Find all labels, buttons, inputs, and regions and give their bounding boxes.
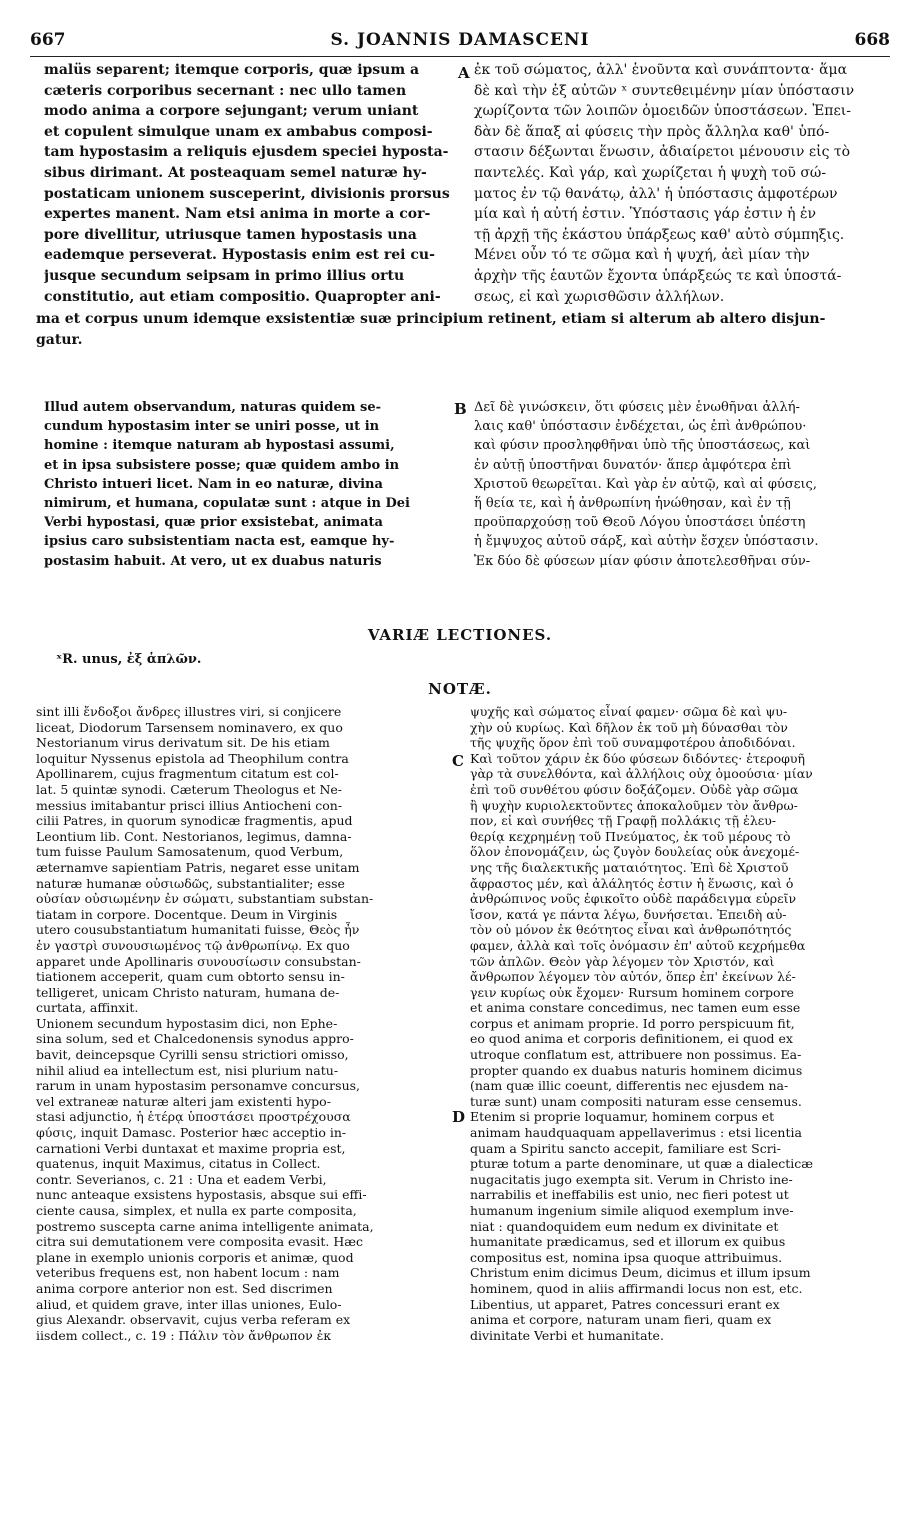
upper-fullwidth-text (36, 309, 886, 350)
note-line: aliud, et quidem grave, inter illas uniones, Eulo- (36, 1296, 342, 1312)
note-line: τὸν οὐ μόνον ἐκ θεότητος εἶναι καὶ ἀνθρωπότητός (470, 922, 792, 938)
text-line: Ἐκ δύο δὲ φύσεων μίαν φύσιν ἀποτελεσθῆναι σύν- (474, 553, 811, 569)
note-line: carnationi Verbi duntaxat et maxime propria est, (36, 1140, 346, 1156)
text-line: sibus dirimant. At posteaquam semel naturæ hy- (44, 164, 427, 181)
note-line: tiationem acceperit, quam cum obtorto sensu in- (36, 969, 345, 985)
note-line: τῶν ἁπλῶν. Θεὸν γὰρ λέγομεν τὸν Χριστόν, καὶ (470, 953, 775, 969)
note-line: ἀνθρώπινος νοῦς ἐφικοῖτο οὐδὲ παράδειγμα εὑρεῖν (470, 891, 797, 907)
note-line: sint illi ἔνδοξοι ἄνδρες illustres viri, si conjicere (36, 704, 342, 719)
text-line: Christo intueri licet. Nam in eo naturæ, divina (44, 476, 383, 492)
text-line: χωρίζοντα τῶν λοιπῶν ὁμοειδῶν ὑποστάσεων. Ἐπει- (474, 103, 851, 120)
text-line: σεως, εἰ καὶ χωρισθῶσιν ἀλλήλων. (474, 288, 725, 305)
running-title: S. JOANNIS DAMASCENI (330, 30, 590, 50)
note-line: χὴν οὐ κυρίως. Καὶ δῆλον ἐκ τοῦ μὴ δύνασθαι τὸν (470, 719, 788, 735)
note-line: θερίᾳ κεχρημένῃ τοῦ Πνεύματος, ἐκ τοῦ μέρους τὸ (470, 828, 791, 844)
upper-greek-column (474, 60, 886, 307)
text-line: ματος ἐν τῷ θανάτῳ, ἀλλ' ἡ ὑπόστασις ἀμφοτέρων (474, 185, 838, 202)
note-line: bavit, deincepsque Cyrilli sensu strictiori omisso, (36, 1047, 349, 1063)
running-header (30, 30, 890, 54)
note-line: Apollinarem, cujus fragmentum citatum est col- (36, 766, 339, 782)
text-line: δὲ καὶ τὴν ἐξ αὐτῶν ˣ συντεθειμένην μίαν ὑπόστασιν (474, 82, 855, 99)
text-line: nimirum, et humana, copulatæ sunt : atque in Dei (44, 496, 410, 512)
note-line: narrabilis et ineffabilis est unio, nec fieri potest ut (470, 1187, 789, 1203)
note-line: telligeret, unicam Christo naturam, humana de- (36, 984, 340, 1000)
note-line: rarum in unam hypostasim personamve concursus, (36, 1078, 361, 1094)
text-line: λαις καθ' ὑπόστασιν ἐνδέχεται, ὡς ἐπὶ ἀνθρώπου· (474, 419, 807, 435)
text-line: μία καὶ ἡ αὐτή ἐστιν. Ὑπόστασις γάρ ἐστιν ἡ ἐν (474, 206, 816, 223)
page-number-right: 668 (854, 30, 890, 50)
note-line: compositus est, nomina ipsa quoque attribuimus. (470, 1249, 783, 1265)
note-line: sina solum, sed et Chalcedonensis synodus appro- (36, 1031, 354, 1047)
notes-left-column (36, 704, 456, 1343)
notae-heading: NOTÆ. (428, 680, 492, 698)
note-line: ἢ ψυχὴν κυριολεκτοῦντες ἀποκαλοῦμεν τὸν ἄνθρω- (470, 797, 798, 813)
note-line: naturæ humanæ οὐσιωδῶς, substantialiter; esse (36, 875, 345, 891)
text-line: καὶ φύσιν προσληφθῆναι ὑπὸ τῆς ὑποστάσεως, καὶ (474, 438, 811, 454)
note-line: nugacitatis jugo exempta sit. Verum in Christo ine- (470, 1171, 793, 1187)
note-line: æternamve sapientiam Patris, negaret esse unitam (36, 859, 360, 875)
note-line: νης τῆς διαλεκτικῆς ματαιότητος. Ἐπὶ δὲ Χριστοῦ (470, 859, 789, 875)
note-line: Καὶ τοῦτον χάριν ἐκ δύο φύσεων διδόντες· ἑτεροφυῆ (470, 750, 806, 766)
note-line: ἄφραστος μέν, καὶ ἀλάλητός ἐστιν ἡ ἕνωσις, καὶ ὁ (470, 875, 794, 891)
note-line: pturæ totum a parte denominare, ut quæ a dialecticæ (470, 1156, 813, 1172)
text-line: cæteris corporibus secernant : nec ullo tamen (44, 82, 407, 99)
note-line: (nam quæ illic coeunt, differentis nec ejusdem na- (470, 1078, 789, 1094)
note-line: Libentius, ut apparet, Patres concessuri erant ex (470, 1296, 780, 1312)
text-line: ipsius caro subsistentiam nacta est, eamque hy- (44, 534, 395, 550)
note-line: Unionem secundum hypostasim dici, non Ephe- (36, 1015, 338, 1031)
note-line: πον, εἰ καὶ συνήθες τῇ Γραφῇ πολλάκις τῇ ἐλευ- (470, 813, 777, 829)
note-line: corpus et animam proprie. Id porro perspicuum fit, (470, 1015, 795, 1031)
note-line: nunc anteaque exsistens hypostasis, absque sui effi- (36, 1187, 367, 1203)
note-line: tiatam in corpore. Docentque. Deum in Virginis (36, 906, 338, 922)
text-line: ἐκ τοῦ σώματος, ἀλλ' ἑνοῦντα καὶ συνάπτοντα· ἅμα (474, 62, 848, 78)
note-line: ἐν γαστρὶ συνουσιωμένος τῷ ἀνθρωπίνῳ. Ex quo (36, 937, 350, 953)
note-line: loquitur Nyssenus epistola ad Theophilum contra (36, 750, 349, 766)
header-rule (30, 56, 890, 57)
text-line: constitutio, aut etiam compositio. Quapropter ani- (44, 288, 441, 305)
note-line: apparet unde Apollinaris συνουσίωσιν consubstan- (36, 953, 361, 969)
note-line: tum fuisse Paulum Samosatenum, quod Verbum, (36, 844, 344, 860)
text-line: postasim habuit. At vero, ut ex duabus naturis (44, 553, 382, 569)
text-line: ἡ ἔμψυχος αὐτοῦ σάρξ, καὶ αὐτὴν ἔσχεν ὑπόστασιν. (474, 534, 819, 550)
note-line: humanitate prædicamus, sed et illorum ex quibus (470, 1234, 786, 1250)
text-line: homine : itemque naturam ab hypostasi assumi, (44, 438, 395, 454)
text-line: malüs separent; itemque corporis, quæ ipsum a (44, 62, 420, 78)
note-line: liceat, Diodorum Tarsensem nominavero, ex quo (36, 719, 343, 735)
text-line: gatur. (36, 331, 83, 348)
text-line: δὰν δὲ ἅπαξ αἱ φύσεις τὴν πρὸς ἄλληλα καθ' ὑπό- (474, 123, 830, 140)
note-line: hominem, quod in aliis affirmandi locus non est, etc. (470, 1280, 803, 1296)
note-line: propter quando ex duabus naturis hominem dicimus (470, 1062, 803, 1078)
note-line: curtata, affinxit. (36, 1000, 139, 1016)
margin-letter-d: D (452, 1108, 466, 1126)
page-number-left: 667 (30, 30, 66, 50)
text-line: eademque perseverat. Hypostasis enim est rei cu- (44, 247, 435, 264)
note-line: eo quod anima et corporis definitionem, ei quod ex (470, 1031, 793, 1047)
note-line: ψυχῆς καὶ σώματος εἶναί φαμεν· σῶμα δὲ καὶ ψυ- (470, 704, 788, 719)
note-line: stasi adjunctio, ἡ ἑτέρᾳ ὑποστάσει προστρέχουσα (36, 1109, 351, 1125)
text-line: et copulent simulque unam ex ambabus composi- (44, 123, 433, 140)
text-line: στασιν δέξωνται ἕνωσιν, ἀδιαίρετοι μένουσιν εἰς τὸ (474, 144, 851, 161)
text-line: pore divellitur, utriusque tamen hypostasis una (44, 226, 417, 243)
note-line: turæ sunt) unam compositi naturam esse censemus. (470, 1093, 802, 1109)
margin-letter-a: A (458, 64, 470, 82)
text-line: et in ipsa subsistere posse; quæ quidem ambo in (44, 457, 400, 473)
note-line: Nestorianum virus derivatum sit. De his etiam (36, 735, 330, 751)
text-line: expertes manent. Nam etsi anima in morte a cor- (44, 206, 431, 223)
note-line: plane in exemplo unionis corporis et animæ, quod (36, 1249, 354, 1265)
note-line: veteribus frequens est, non habent locum : nam (36, 1265, 340, 1281)
variant-reading: ˣR. unus, ἐξ ἁπλῶν. (56, 652, 202, 667)
note-line: iisdem collect., c. 19 : Πάλιν τὸν ἄνθρωπον ἐκ (36, 1327, 332, 1343)
notes-right-column (470, 704, 886, 1343)
note-line: φύσις, inquit Damasc. Posterior hæc acceptio in- (36, 1125, 347, 1141)
note-line: anima et corpore, naturam unam fieri, quam ex (470, 1312, 772, 1328)
note-line: quam a Spiritu sancto accepit, familiare est Scri- (470, 1140, 781, 1156)
note-line: quatenus, inquit Maximus, citatus in Collect. (36, 1156, 321, 1172)
text-line: tam hypostasim a reliquis ejusdem speciei hyposta- (44, 144, 449, 161)
note-line: οὐσίαν οὐσιωμένην ἐν σώματι, substantiam substan- (36, 891, 374, 907)
note-line: postremo suscepta carne anima intelligente animata, (36, 1218, 374, 1234)
text-line: ἐν αὐτῇ ὑποστῆναι δυνατόν· ἅπερ ἀμφότερα ἐπὶ (474, 457, 792, 473)
note-line: Leontium lib. Cont. Nestorianos, legimus, damna- (36, 828, 352, 844)
note-line: citra sui demutationem vere composita evasit. Hæc (36, 1234, 363, 1250)
note-line: gius Alexandr. observavit, cujus verba referam ex (36, 1312, 351, 1328)
note-line: ἐπὶ τοῦ συνθέτου φύσιν δοξάζομεν. Οὐδὲ γὰρ σῶμα (470, 781, 799, 797)
variae-lectiones-heading: VARIÆ LECTIONES. (367, 626, 553, 644)
text-line: cundum hypostasim inter se uniri posse, ut in (44, 419, 380, 435)
text-line: postaticam unionem susceperint, divisionis prorsus (44, 185, 450, 202)
text-line: Δεῖ δὲ γινώσκειν, ὅτι φύσεις μὲν ἑνωθῆναι ἀλλή- (474, 400, 800, 415)
text-line: jusque secundum seipsam in primo illius ortu (44, 267, 405, 284)
middle-latin-column (44, 398, 444, 571)
text-line: ἀρχὴν τῆς ἑαυτῶν ἔχοντα ὑπάρξεώς τε καὶ ὑποστά- (474, 267, 842, 284)
note-line: ὅλον ἐπονομάζειν, ὡς ζυγὸν δουλείας οὐκ ἀνεχομέ- (470, 844, 800, 860)
note-line: ἄνθρωπον λέγομεν τὸν αὐτόν, ὅπερ ἐπ' ἐκείνων λέ- (470, 969, 796, 985)
note-line: Christum enim dicimus Deum, dicimus et illum ipsum (470, 1265, 811, 1281)
text-line: Χριστοῦ θεωρεῖται. Καὶ γὰρ ἐν αὐτῷ, καὶ αἱ φύσεις, (474, 476, 817, 492)
note-line: humanum ingenium simile aliquod exemplum inve- (470, 1203, 794, 1218)
note-line: ἴσον, κατά γε πάντα λέγω, δυνήσεται. Ἐπειδὴ αὐ- (470, 906, 787, 922)
note-line: messius imitabantur prisci illius Antiocheni con- (36, 797, 343, 813)
note-line: anima corpore anterior non est. Sed discrimen (36, 1280, 333, 1296)
margin-letter-c: C (452, 752, 464, 770)
text-line: Verbi hypostasi, quæ prior exsistebat, animata (44, 515, 383, 531)
text-line: προϋπαρχούσῃ τοῦ Θεοῦ Λόγου ὑποστάσει ὑπέστη (474, 515, 806, 531)
note-line: utero cousubstantiatum humanitati fuisse, Θεὸς ἦν (36, 922, 360, 938)
note-line: contr. Severianos, c. 21 : Una et eadem Verbi, (36, 1171, 327, 1187)
note-line: niat : quandoquidem eum nedum ex divinitate et (470, 1218, 779, 1234)
text-line: ma et corpus unum idemque exsistentiæ suæ principium retinent, etiam si alterum ab altero disjun- (36, 311, 826, 327)
text-line: παντελές. Καὶ γάρ, καὶ χωρίζεται ἡ ψυχὴ τοῦ σώ- (474, 164, 827, 181)
note-line: animam haudquaquam appellaverimus : etsi licentia (470, 1125, 802, 1141)
note-line: cilii Patres, in quorum synodicæ fragmentis, apud (36, 813, 353, 829)
margin-letter-b: B (454, 400, 467, 418)
text-line: ἥ θεία τε, καὶ ἡ ἀνθρωπίνη ἡνώθησαν, καὶ ἐν τῇ (474, 496, 791, 512)
note-line: nihil aliud ea intellectum est, nisi plurium natu- (36, 1062, 339, 1078)
note-line: Etenim si proprie loquamur, hominem corpus et (470, 1109, 775, 1125)
note-line: utroque conflatum est, attribuere non possimus. Ea- (470, 1047, 802, 1063)
note-line: et anima constare concedimus, nec tamen eum esse (470, 1000, 801, 1016)
text-line: Μένει οὖν τό τε σῶμα καὶ ἡ ψυχή, ἀεὶ μίαν τὴν (474, 247, 810, 264)
note-line: γειν κυρίως οὐκ ἔχομεν· Rursum hominem corpore (470, 984, 794, 1000)
note-line: lat. 5 quintæ synodi. Cæterum Theologus et Ne- (36, 781, 343, 797)
text-line: Illud autem observandum, naturas quidem se- (44, 400, 381, 415)
note-line: γὰρ τὰ συνελθόντα, καὶ ἀλλήλοις οὐχ ὁμοούσια· μίαν (470, 766, 813, 782)
text-line: modo anima a corpore sejungant; verum uniant (44, 103, 419, 120)
note-line: vel extraneæ naturæ alteri jam existenti hypo- (36, 1093, 331, 1109)
text-line: τῇ ἀρχῇ τῆς ἑκάστου ὑπάρξεως καθ' αὐτὸ σύμπηξις. (474, 226, 845, 243)
note-line: ciente causa, simplex, et nulla ex parte composita, (36, 1203, 357, 1218)
middle-greek-column (474, 398, 886, 571)
upper-latin-column (44, 60, 454, 307)
note-line: φαμεν, ἀλλὰ καὶ τοῖς ὀνόμασιν ἐπ' αὐτοῦ κεχρήμεθα (470, 937, 806, 953)
note-line: divinitate Verbi et humanitate. (470, 1327, 664, 1343)
note-line: τῆς ψυχῆς ὅρον ἐπὶ τοῦ συναμφοτέρου ἀποδιδόναι. (470, 735, 796, 751)
